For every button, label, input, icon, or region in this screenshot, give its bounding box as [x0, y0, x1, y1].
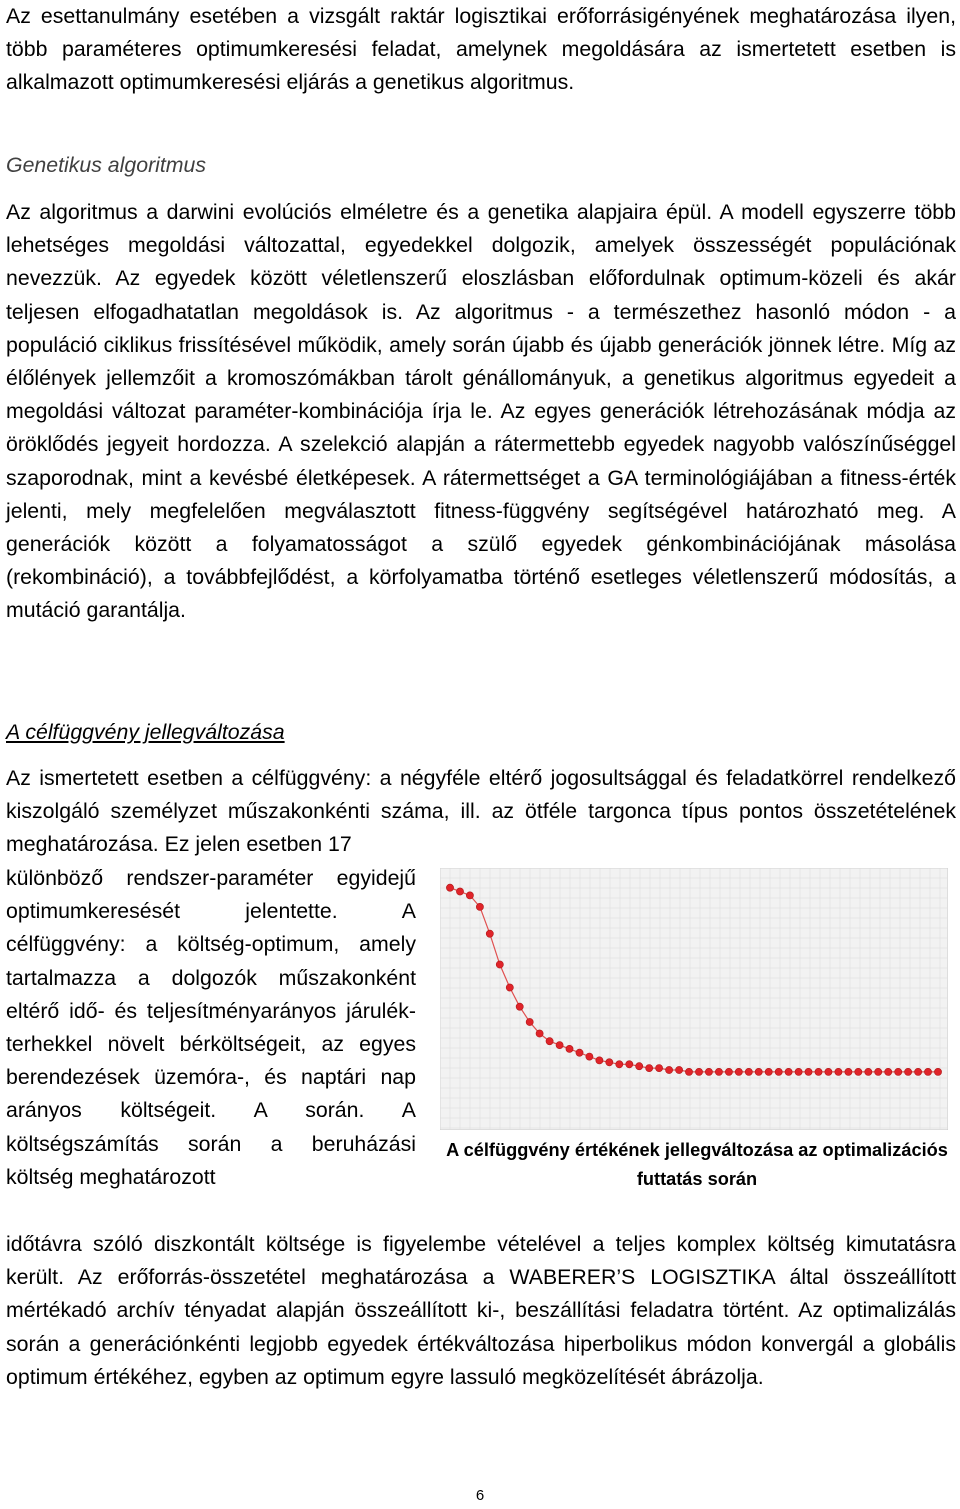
data-point: [795, 1068, 802, 1075]
data-point: [875, 1068, 882, 1075]
data-point: [845, 1068, 852, 1075]
data-point: [456, 888, 463, 895]
data-point: [685, 1068, 692, 1075]
data-point: [905, 1068, 912, 1075]
data-point: [576, 1049, 583, 1056]
data-point: [606, 1059, 613, 1066]
data-point: [536, 1030, 543, 1037]
data-point: [516, 1003, 523, 1010]
objective-paragraph-intro: Az ismertetett esetben a célfüggvény: a négyféle eltérő jogosultsággal és feladatkörrel rendelkező kiszolgáló személyzet műszakonkénti száma, ill. az ötféle targonca típus pontos összetételének meghatározása. Ez jelen esetben 17: [6, 766, 956, 857]
data-point: [656, 1065, 663, 1072]
data-point: [815, 1068, 822, 1075]
data-point: [715, 1068, 722, 1075]
data-point: [865, 1068, 872, 1075]
data-point: [486, 930, 493, 937]
data-point: [915, 1068, 922, 1075]
data-point: [636, 1063, 643, 1070]
objective-function-figure: [440, 868, 954, 1198]
data-point: [805, 1068, 812, 1075]
data-point: [755, 1068, 762, 1075]
data-point: [666, 1066, 673, 1073]
data-point: [586, 1053, 593, 1060]
genetic-algorithm-paragraph: Az algoritmus a darwini evolúciós elméletre és a genetika alapjaira épül. A modell egyszerre több lehetséges megoldási változattal, egyedekkel dolgozik, amelyek összességét populációnak nevezzük. Az egyedek között véletlenszerű eloszlásban előfordulnak optimum-közeli és akár teljesen elfogadhatatlan megoldások is. Az algoritmus - a természethez hasonló módon - a populáció ciklikus frissítésével működik, amely során újabb és újabb generációk jönnek létre. Míg az élőlények jellemzőit a kromoszómákban tárolt génállományuk, a genetikus algoritmus egyedeit a megoldási változat paraméter-kombinációja írja le. Az egyes generációk létrehozásának módja az öröklődés jegyeit hordozza. A szelekció alapján a rátermettebb egyedek nagyobb valószínűséggel szaporodnak, mint a kevésbé életképesek. A rátermettséget a GA terminológiájában a fitness-érték jelenti, mely megfelelően megválasztott fitness-függvény segítségével határozható meg. A generációk között a folyamatosságot a szülő egyedek génkombinációjának másolása (rekombináció), a továbbfejlődést, a körfolyamatba történő esetleges véletlenszerű módosítás, a mutáció garantálja.: [6, 200, 956, 623]
data-point: [825, 1068, 832, 1075]
data-point: [646, 1065, 653, 1072]
data-point: [855, 1068, 862, 1075]
data-point: [745, 1068, 752, 1075]
data-point: [765, 1068, 772, 1075]
objective-function-chart: [440, 868, 948, 1130]
data-point: [546, 1038, 553, 1045]
data-point: [924, 1068, 931, 1075]
data-point: [506, 984, 513, 991]
data-point: [835, 1068, 842, 1075]
data-point: [566, 1045, 573, 1052]
data-point: [466, 892, 473, 899]
data-point: [895, 1068, 902, 1075]
data-point: [705, 1068, 712, 1075]
data-point: [556, 1042, 563, 1049]
data-point: [775, 1068, 782, 1075]
data-point: [725, 1068, 732, 1075]
data-point: [885, 1068, 892, 1075]
data-point: [934, 1068, 941, 1075]
intro-paragraph: Az esettanulmány esetében a vizsgált raktár logisztikai erőforrásigényének meghatározása ilyen, több paraméteres optimumkeresési feladat, amelynek megoldására az ismertetett esetben is alkalmazott optimumkeresési eljárás a genetikus algoritmus.: [6, 4, 956, 95]
data-point: [616, 1061, 623, 1068]
data-point: [476, 903, 483, 910]
data-point: [626, 1061, 633, 1068]
data-point: [526, 1018, 533, 1025]
page-number: 6: [475, 1487, 485, 1504]
figure-caption: A célfüggvény értékének jellegváltozása az optimalizációs futtatás során: [446, 1140, 948, 1189]
data-point: [676, 1066, 683, 1073]
data-point: [735, 1068, 742, 1075]
objective-paragraph-wrapped: különböző rendszer-paraméter egyidejű optimumkeresését jelentette. A célfüggvény: a költség-optimum, amely tartalmazza a dolgozók műszakonként eltérő idő- és teljesítményarányos járulék-terhekkel növelt bérköltségeit, az egyes berendezések üzemóra-, és naptári nap arányos költségeit. A során. A költségszámítás során a beruházási költség meghatározott: [6, 866, 416, 1189]
section-heading-genetic-algorithm: Genetikus algoritmus: [6, 153, 207, 177]
data-point: [596, 1057, 603, 1064]
data-point: [446, 884, 453, 891]
data-point: [695, 1068, 702, 1075]
objective-paragraph-tail: időtávra szóló diszkontált költsége is figyelembe vételével a teljes komplex költség kimutatásra került. Az erőforrás-összetétel meghatározása a WABERER’S LOGISZTIKA által összeállított mértékadó archív tényadat alapján összeállított ki-, beszállítási feladatra történt. Az optimalizálás során a generációnkénti legjobb egyedek értékváltozása hiperbolikus módon konvergál a globális optimum értékéhez, egyben az optimum egyre lassuló megközelítését ábrázolja.: [6, 1232, 956, 1389]
data-point: [785, 1068, 792, 1075]
section-heading-objective-function: A célfüggvény jellegváltozása: [6, 720, 285, 744]
data-point: [496, 961, 503, 968]
